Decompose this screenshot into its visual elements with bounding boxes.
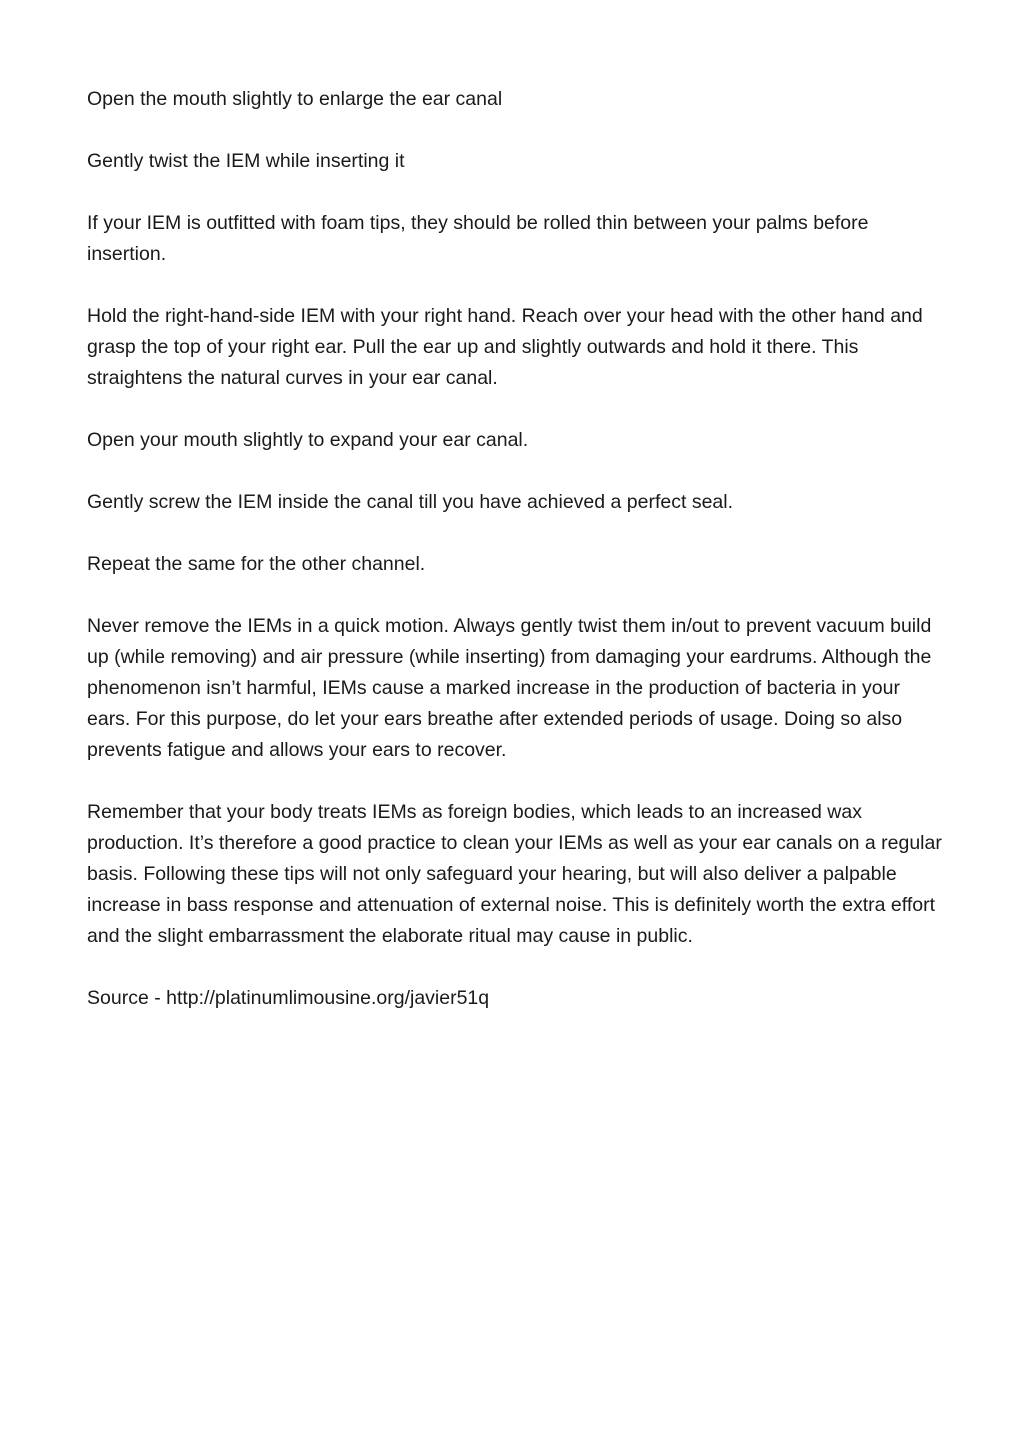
document-body xyxy=(87,84,947,1045)
paragraph-never-remove-quickly: Never remove the IEMs in a quick motion. Always gently twist them in/out to prevent vacuum build up (while removing) and air pressure (while inserting) from damaging your eardrums. Although the phenomenon isn’t harmful, IEMs cause a marked increase in the production of bacteria in your ears. For this purpose, do let your ears breathe after extended periods of usage. Doing so also prevents fatigue and allows your ears to recover. xyxy=(87,615,932,761)
paragraph-foreign-bodies: Remember that your body treats IEMs as foreign bodies, which leads to an increased wax production. It’s therefore a good practice to clean your IEMs as well as your ear canals on a regular basis. Following these tips will not only safeguard your hearing, but will also deliver a palpable increase in bass response and attenuation of external noise. This is definitely worth the extra effort and the slight embarrassment the elaborate ritual may cause in public. xyxy=(87,801,942,947)
paragraph-hold-right-iem: Hold the right-hand-side IEM with your right hand. Reach over your head with the other hand and grasp the top of your right ear. Pull the ear up and slightly outwards and hold it there. This straightens the natural curves in your ear canal. xyxy=(87,305,923,389)
paragraph-twist-tip: Gently twist the IEM while inserting it xyxy=(87,150,405,172)
paragraph-open-mouth-tip: Open the mouth slightly to enlarge the ear canal xyxy=(87,88,503,110)
paragraph-expand-canal: Open your mouth slightly to expand your ear canal. xyxy=(87,429,529,451)
paragraph-foam-tips: If your IEM is outfitted with foam tips, they should be rolled thin between your palms before insertion. xyxy=(87,212,869,265)
paragraph-source: Source - http://platinumlimousine.org/javier51q xyxy=(87,987,490,1009)
paragraph-screw-iem: Gently screw the IEM inside the canal till you have achieved a perfect seal. xyxy=(87,491,734,513)
paragraph-repeat-other-channel: Repeat the same for the other channel. xyxy=(87,553,426,575)
